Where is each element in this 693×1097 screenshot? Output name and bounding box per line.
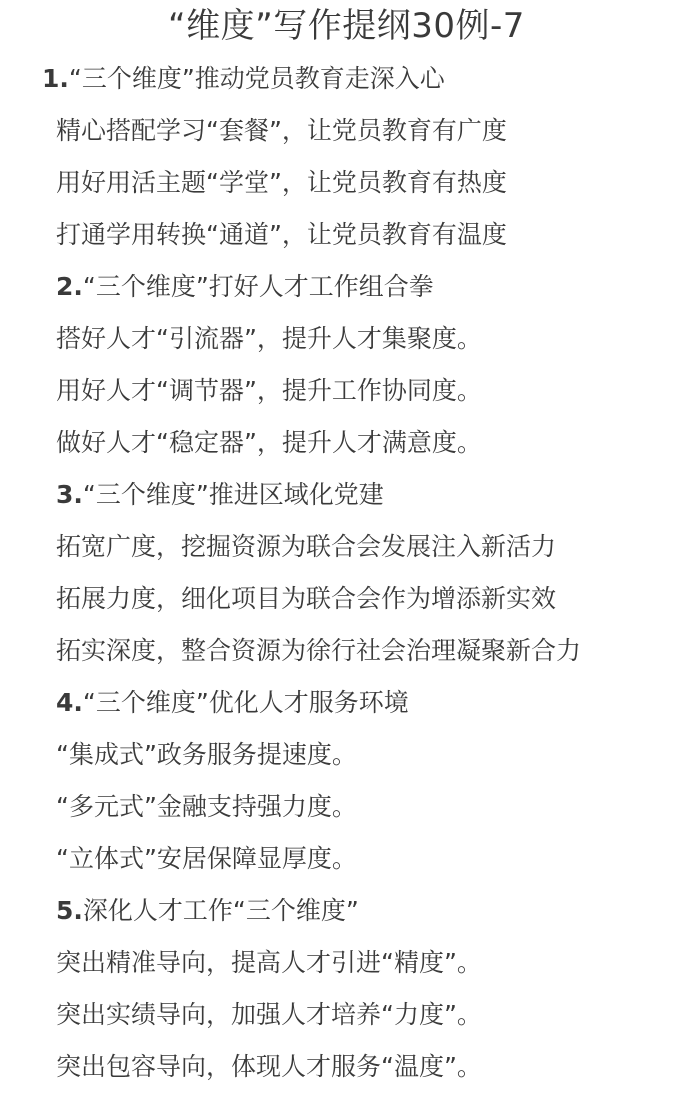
list-item: 精心搭配学习“套餐”，让党员教育有广度 [56, 116, 507, 145]
section-heading [56, 687, 409, 719]
list-item: “多元式”金融支持强力度。 [56, 792, 357, 821]
section-number: 2. [56, 272, 83, 301]
section-number: 4. [56, 688, 83, 717]
section-number: 1. [42, 64, 69, 93]
section-heading-text: “三个维度”打好人才工作组合拳 [82, 272, 434, 301]
list-item: 用好用活主题“学堂”，让党员教育有热度 [56, 168, 507, 197]
list-item: 拓展力度，细化项目为联合会作为增添新实效 [56, 584, 557, 613]
list-item: 用好人才“调节器”，提升工作协同度。 [56, 376, 482, 405]
section-heading-text: “三个维度”优化人才服务环境 [82, 688, 409, 717]
section-heading [56, 895, 359, 927]
list-item: 突出精准导向，提高人才引进“精度”。 [56, 948, 482, 977]
list-item: 做好人才“稳定器”，提升人才满意度。 [56, 428, 482, 457]
list-item: 搭好人才“引流器”，提升人才集聚度。 [56, 324, 482, 353]
section-heading-text: 深化人才工作“三个维度” [82, 896, 359, 925]
section-heading [56, 271, 434, 303]
section-number: 3. [56, 480, 83, 509]
section-number: 5. [56, 896, 83, 925]
list-item: “立体式”安居保障显厚度。 [56, 844, 357, 873]
list-item: 突出实绩导向，加强人才培养“力度”。 [56, 1000, 482, 1029]
list-item: 拓宽广度，挖掘资源为联合会发展注入新活力 [56, 532, 557, 561]
list-item: 突出包容导向，体现人才服务“温度”。 [56, 1052, 482, 1081]
section-heading-text: “三个维度”推进区域化党建 [82, 480, 384, 509]
list-item: 打通学用转换“通道”，让党员教育有温度 [56, 220, 507, 249]
list-item: “集成式”政务服务提速度。 [56, 740, 357, 769]
page-title: “维度”写作提纲30例-7 [168, 6, 525, 46]
section-heading [56, 479, 384, 511]
section-heading [42, 63, 445, 95]
list-item: 拓实深度，整合资源为徐行社会治理凝聚新合力 [56, 636, 582, 665]
section-heading-text: “三个维度”推动党员教育走深入心 [68, 64, 445, 93]
